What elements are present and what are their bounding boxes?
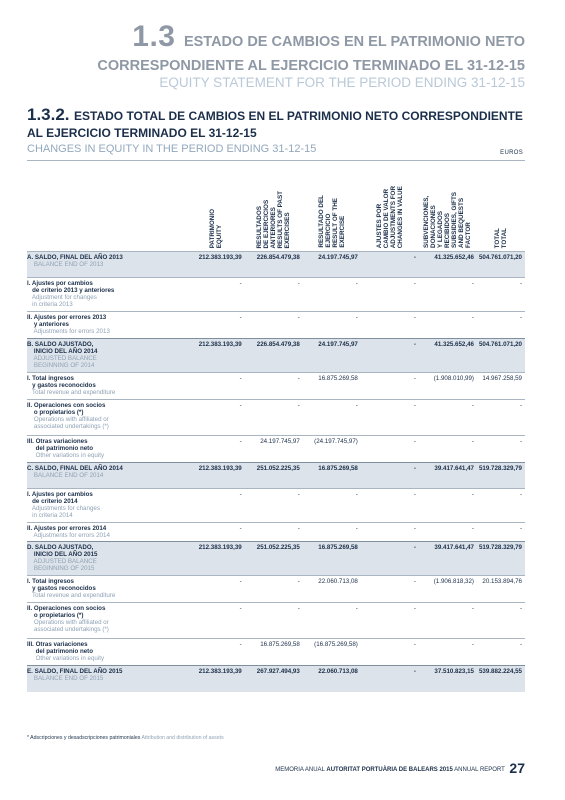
value-cell: -: [187, 523, 245, 542]
row-label-en: Adjustment for changes in criteria 2013: [31, 294, 97, 308]
footnote: [27, 735, 224, 741]
balance-row: [27, 252, 525, 278]
row-label: [27, 312, 187, 339]
value-cell: -: [187, 489, 245, 523]
value-cell: -: [477, 603, 525, 639]
value-cell: -: [419, 278, 477, 312]
row-label-en: BALANCE END OF 2013: [27, 261, 104, 268]
value-cell: 504.761.071,20: [477, 252, 525, 278]
column-header: [187, 161, 245, 252]
value-cell: 39.417.641,47: [419, 463, 477, 489]
section-title-es-1: ESTADO DE CAMBIOS EN EL PATRIMONIO NETO: [183, 34, 525, 50]
value-cell: -: [245, 373, 303, 400]
value-cell: -: [361, 278, 419, 312]
value-cell: -: [187, 400, 245, 436]
row-label-es: C. SALDO, FINAL DEL AÑO 2014: [27, 465, 123, 472]
column-header: [303, 161, 361, 252]
row-label: [27, 252, 187, 278]
row-label: [27, 639, 187, 666]
column-header-en: EQUITY: [215, 224, 223, 248]
column-header-es: PATRIMONIO: [208, 208, 216, 248]
value-cell: 212.383.193,39: [187, 463, 245, 489]
row-label-en: ADJUSTED BALANCE BEGINNING OF 2015: [33, 558, 97, 572]
value-cell: -: [245, 489, 303, 523]
value-cell: 14.967.258,59: [477, 373, 525, 400]
row-label-es: I. Total ingresos y gastos reconocidos: [27, 578, 96, 592]
value-cell: -: [477, 639, 525, 666]
row-label-es: III. Otras variaciones del patrimonio neto: [27, 641, 94, 655]
column-header: [477, 161, 525, 252]
value-cell: 22.060.713,08: [303, 666, 361, 692]
subsection-title-es-1: ESTADO TOTAL DE CAMBIOS EN EL PATRIMONIO NETO CORRESPONDIENTE: [74, 109, 523, 123]
value-cell: -: [303, 400, 361, 436]
row-label: [27, 373, 187, 400]
column-header: [419, 161, 477, 252]
value-cell: 519.728.329,79: [477, 542, 525, 576]
row-label: [27, 523, 187, 542]
value-cell: (1.908.010,99): [419, 373, 477, 400]
row-label-es: I. Total ingresos y gastos reconocidos: [27, 375, 96, 389]
value-cell: -: [187, 436, 245, 463]
value-cell: -: [361, 523, 419, 542]
value-cell: -: [477, 400, 525, 436]
value-cell: 41.325.652,46: [419, 339, 477, 373]
value-cell: -: [187, 576, 245, 603]
column-header-en: TOTAL: [500, 227, 508, 248]
table-row: [27, 373, 525, 400]
value-cell: -: [361, 373, 419, 400]
column-header-en: ADJUSTMENTS FOR CHANGES IN VALUE: [389, 185, 404, 248]
value-cell: -: [303, 523, 361, 542]
row-label-en: BALANCE END OF 2014: [27, 472, 104, 479]
value-cell: -: [361, 312, 419, 339]
value-cell: 539.882.224,55: [477, 666, 525, 692]
value-cell: 20.153.894,76: [477, 576, 525, 603]
column-header: [245, 161, 303, 252]
row-label: [27, 436, 187, 463]
value-cell: 212.383.193,39: [187, 252, 245, 278]
value-cell: -: [361, 489, 419, 523]
value-cell: -: [187, 603, 245, 639]
value-cell: -: [419, 639, 477, 666]
value-cell: -: [361, 576, 419, 603]
row-label: [27, 542, 187, 576]
subsection-number: 1.3.2.: [27, 105, 70, 124]
table-row: [27, 576, 525, 603]
table-header-row: [27, 161, 525, 252]
value-cell: -: [245, 523, 303, 542]
value-cell: 41.325.652,46: [419, 252, 477, 278]
value-cell: -: [477, 523, 525, 542]
section-title-es-2: CORRESPONDIENTE AL EJERCICIO TERMINADO EL 31-12-15: [97, 58, 525, 74]
column-header-en: RESULT OF THE EXERCISE: [331, 198, 346, 248]
value-cell: -: [361, 639, 419, 666]
value-cell: 37.510.823,15: [419, 666, 477, 692]
value-cell: -: [245, 278, 303, 312]
value-cell: -: [303, 312, 361, 339]
page-header: [60, 20, 525, 91]
footnote-en: Attribution and distribution of assets: [141, 735, 224, 741]
value-cell: 24.197.745,97: [303, 252, 361, 278]
row-label-es: II. Operaciones con socios o propietarios (*): [27, 605, 106, 619]
value-cell: -: [361, 603, 419, 639]
section-number: 1.3: [132, 20, 176, 53]
row-label-es: A. SALDO, FINAL DEL AÑO 2013: [27, 254, 123, 261]
footnote-es: * Adscripciones y desadscripciones patrimoniales: [27, 735, 141, 741]
value-cell: 16.875.269,58: [303, 373, 361, 400]
column-header-es: RESULTADO DEL EJERCICIO: [317, 195, 332, 248]
row-label-es: D. SALDO AJUSTADO, INICIO DEL AÑO 2015: [27, 544, 98, 558]
table-row: [27, 278, 525, 312]
value-cell: (16.875.269,58): [303, 639, 361, 666]
row-label-en: Adjustments for changes in criteria 2014: [31, 505, 100, 519]
equity-statement-table: [27, 160, 525, 692]
value-cell: -: [419, 603, 477, 639]
value-cell: -: [419, 400, 477, 436]
value-cell: -: [361, 436, 419, 463]
value-cell: -: [245, 312, 303, 339]
value-cell: -: [419, 523, 477, 542]
value-cell: 16.875.269,58: [303, 542, 361, 576]
row-label-es: II. Ajustes por errores 2013 y anteriores: [27, 314, 107, 328]
column-header-es: AJUSTES POR CAMBIO DE VALOR: [375, 188, 390, 248]
row-label-en: Total revenue and expenditure: [27, 592, 116, 599]
row-label: [27, 339, 187, 373]
table-row: [27, 523, 525, 542]
row-label-en: Adjustments for errors 2013: [27, 328, 110, 335]
row-label-es: III. Otras variaciones del patrimonio neto: [27, 438, 94, 452]
row-label-es: II. Ajustes por errores 2014: [27, 525, 107, 532]
row-label-es: I. Ajustes por cambios de criterio 2013 y anteriores: [27, 280, 115, 294]
column-header-en: RESULTS OF PAST EXERCISES: [277, 190, 292, 248]
value-cell: 226.854.479,38: [245, 252, 303, 278]
value-cell: -: [187, 639, 245, 666]
value-cell: -: [361, 666, 419, 692]
row-label-en: BALANCE END OF 2015: [27, 675, 104, 682]
table-row: [27, 639, 525, 666]
value-cell: 22.060.713,08: [303, 576, 361, 603]
table-row: [27, 489, 525, 523]
value-cell: (24.197.745,97): [303, 436, 361, 463]
column-header-en: SUBSIDIES, GIFTS AND BEQUESTS FACTOR: [451, 192, 473, 248]
value-cell: -: [419, 312, 477, 339]
header-blank-cell: [27, 161, 187, 252]
row-label: [27, 278, 187, 312]
balance-row: [27, 666, 525, 692]
value-cell: -: [361, 463, 419, 489]
column-header: [361, 161, 419, 252]
column-header-es: RESULTADOS DE EJERCICIOS ANTERIORES: [256, 199, 278, 248]
value-cell: -: [419, 436, 477, 463]
value-cell: -: [187, 373, 245, 400]
value-cell: (1.906.818,32): [419, 576, 477, 603]
footer-organization: AUTORITAT PORTUÀRIA DE BALEARS 2015: [326, 767, 453, 773]
value-cell: -: [361, 252, 419, 278]
value-cell: -: [303, 278, 361, 312]
value-cell: 519.728.329,79: [477, 463, 525, 489]
value-cell: -: [361, 339, 419, 373]
row-label-es: I. Ajustes por cambios de criterio 2014: [27, 491, 93, 505]
value-cell: -: [477, 436, 525, 463]
value-cell: 267.927.494,93: [245, 666, 303, 692]
row-label: [27, 400, 187, 436]
table-row: [27, 400, 525, 436]
value-cell: 226.854.479,38: [245, 339, 303, 373]
subsection-title-en: CHANGES IN EQUITY IN THE PERIOD ENDING 31-12-15: [27, 143, 317, 155]
value-cell: 212.383.193,39: [187, 542, 245, 576]
value-cell: -: [361, 400, 419, 436]
row-label: [27, 576, 187, 603]
row-label-es: II. Operaciones con socios o propietarios (*): [27, 402, 106, 416]
column-header-es: TOTAL: [493, 227, 501, 248]
row-label-en: Operations with affiliated or associated undertakings (*): [33, 416, 109, 430]
value-cell: 251.052.225,35: [245, 463, 303, 489]
value-cell: -: [361, 542, 419, 576]
footer-annual-report-es: MEMORIA ANUAL: [275, 767, 325, 773]
footer-annual-report-en: ANNUAL REPORT: [454, 767, 505, 773]
row-label: [27, 489, 187, 523]
value-cell: -: [245, 400, 303, 436]
row-label: [27, 463, 187, 489]
value-cell: -: [187, 278, 245, 312]
value-cell: 504.761.071,20: [477, 339, 525, 373]
value-cell: -: [303, 489, 361, 523]
row-label: [27, 666, 187, 692]
value-cell: -: [477, 489, 525, 523]
balance-row: [27, 339, 525, 373]
value-cell: 39.417.641,47: [419, 542, 477, 576]
row-label-en: Total revenue and expenditure: [27, 389, 116, 396]
value-cell: 212.383.193,39: [187, 339, 245, 373]
subsection-header: [27, 105, 527, 156]
section-title-en: EQUITY STATEMENT FOR THE PERIOD ENDING 31-12-15: [159, 75, 525, 90]
column-header-es: SUBVENCIONES, DONACIONES Y LEGADOS RECIBIDOS: [423, 195, 452, 248]
row-label-es: B. SALDO AJUSTADO, INICIO DEL AÑO 2014: [27, 341, 98, 355]
row-label-en: Other variations in equity: [27, 452, 105, 459]
balance-row: [27, 463, 525, 489]
value-cell: -: [187, 312, 245, 339]
balance-row: [27, 542, 525, 576]
value-cell: -: [419, 489, 477, 523]
row-label-en: ADJUSTED BALANCE BEGINNING OF 2014: [33, 355, 97, 369]
row-label-en: Adjustments for errors 2014: [27, 532, 110, 539]
page-footer: [275, 760, 525, 776]
value-cell: -: [245, 603, 303, 639]
row-label-es: E. SALDO, FINAL DEL AÑO 2015: [27, 668, 123, 675]
row-label-en: Other variations in equity: [27, 655, 105, 662]
value-cell: -: [477, 312, 525, 339]
currency-label: EUROS: [500, 150, 523, 156]
value-cell: -: [245, 576, 303, 603]
value-cell: 16.875.269,58: [303, 463, 361, 489]
value-cell: 212.383.193,39: [187, 666, 245, 692]
table-row: [27, 436, 525, 463]
value-cell: 24.197.745,97: [245, 436, 303, 463]
row-label: [27, 603, 187, 639]
subsection-title-es-2: AL EJERCICIO TERMINADO EL 31-12-15: [27, 126, 257, 140]
value-cell: 251.052.225,35: [245, 542, 303, 576]
value-cell: 16.875.269,58: [245, 639, 303, 666]
value-cell: 24.197.745,97: [303, 339, 361, 373]
value-cell: -: [477, 278, 525, 312]
row-label-en: Operations with affiliated or associated undertakings (*): [33, 619, 109, 633]
page-number: 27: [509, 760, 525, 776]
table-row: [27, 603, 525, 639]
value-cell: -: [303, 603, 361, 639]
table-row: [27, 312, 525, 339]
